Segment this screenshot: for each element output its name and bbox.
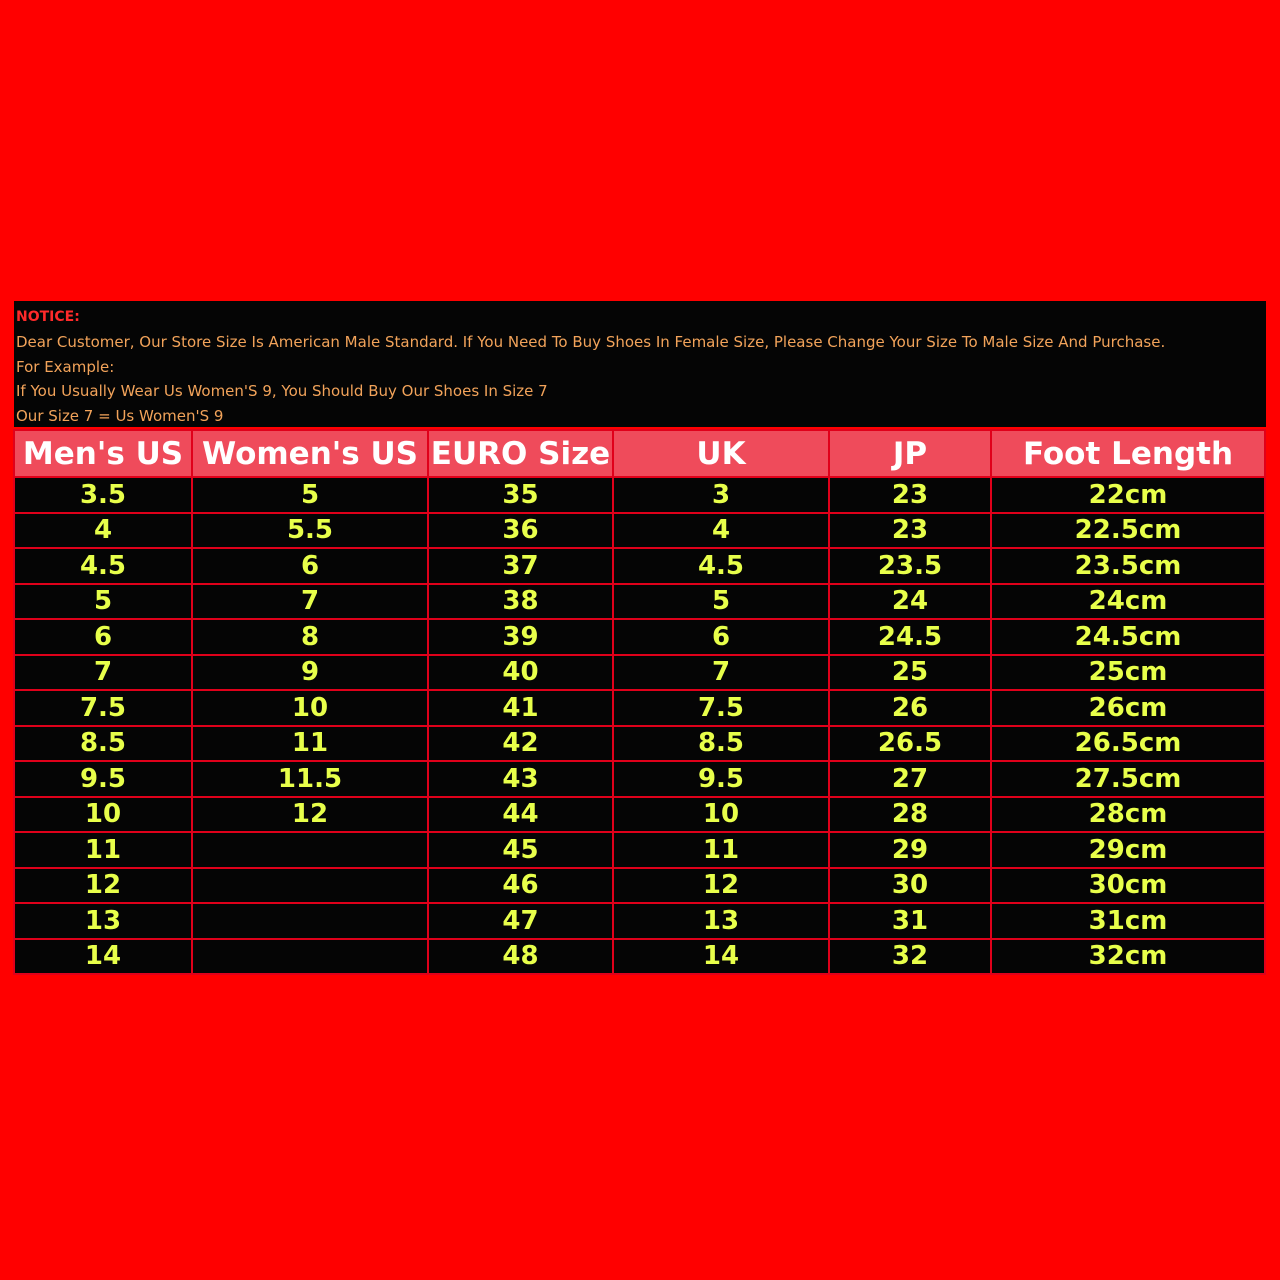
cell-mens-us: 7.5 xyxy=(15,691,191,725)
cell-womens-us: 6 xyxy=(193,549,427,583)
cell-uk: 9.5 xyxy=(614,762,828,796)
cell-uk: 7 xyxy=(614,656,828,690)
cell-womens-us: 5 xyxy=(193,478,427,512)
cell-womens-us xyxy=(193,940,427,974)
cell-euro-size: 47 xyxy=(429,904,612,938)
cell-jp: 29 xyxy=(830,833,990,867)
cell-uk: 7.5 xyxy=(614,691,828,725)
table-row xyxy=(15,904,1264,938)
table-row xyxy=(15,691,1264,725)
cell-foot-length: 27.5cm xyxy=(992,762,1264,796)
cell-euro-size: 48 xyxy=(429,940,612,974)
cell-euro-size: 37 xyxy=(429,549,612,583)
cell-jp: 23 xyxy=(830,478,990,512)
header-uk: UK xyxy=(614,431,828,476)
cell-womens-us xyxy=(193,869,427,903)
cell-womens-us: 9 xyxy=(193,656,427,690)
cell-mens-us: 4 xyxy=(15,514,191,548)
cell-uk: 11 xyxy=(614,833,828,867)
cell-foot-length: 24.5cm xyxy=(992,620,1264,654)
cell-euro-size: 36 xyxy=(429,514,612,548)
cell-foot-length: 26.5cm xyxy=(992,727,1264,761)
table-row xyxy=(15,762,1264,796)
cell-uk: 8.5 xyxy=(614,727,828,761)
cell-jp: 25 xyxy=(830,656,990,690)
cell-euro-size: 46 xyxy=(429,869,612,903)
cell-jp: 24.5 xyxy=(830,620,990,654)
cell-jp: 23.5 xyxy=(830,549,990,583)
cell-jp: 26 xyxy=(830,691,990,725)
cell-foot-length: 32cm xyxy=(992,940,1264,974)
header-womens-us: Women's US xyxy=(193,431,427,476)
cell-jp: 32 xyxy=(830,940,990,974)
cell-mens-us: 14 xyxy=(15,940,191,974)
header-euro-size: EURO Size xyxy=(429,431,612,476)
notice-line: If You Usually Wear Us Women'S 9, You Should Buy Our Shoes In Size 7 xyxy=(16,382,548,401)
cell-euro-size: 44 xyxy=(429,798,612,832)
cell-mens-us: 11 xyxy=(15,833,191,867)
table-row xyxy=(15,833,1264,867)
cell-euro-size: 41 xyxy=(429,691,612,725)
cell-uk: 3 xyxy=(614,478,828,512)
table-row xyxy=(15,940,1264,974)
table-row xyxy=(15,656,1264,690)
header-mens-us: Men's US xyxy=(15,431,191,476)
cell-womens-us xyxy=(193,833,427,867)
cell-womens-us: 12 xyxy=(193,798,427,832)
cell-euro-size: 35 xyxy=(429,478,612,512)
cell-jp: 27 xyxy=(830,762,990,796)
cell-foot-length: 22.5cm xyxy=(992,514,1264,548)
cell-jp: 30 xyxy=(830,869,990,903)
cell-foot-length: 22cm xyxy=(992,478,1264,512)
cell-womens-us: 11 xyxy=(193,727,427,761)
cell-euro-size: 42 xyxy=(429,727,612,761)
notice-line: For Example: xyxy=(16,357,115,376)
cell-womens-us: 11.5 xyxy=(193,762,427,796)
table-row xyxy=(15,514,1264,548)
cell-womens-us: 8 xyxy=(193,620,427,654)
cell-jp: 28 xyxy=(830,798,990,832)
cell-euro-size: 43 xyxy=(429,762,612,796)
cell-uk: 10 xyxy=(614,798,828,832)
notice-line: Dear Customer, Our Store Size Is American Male Standard. If You Need To Buy Shoes In Female Size, Please Change Your Size To Male Size And Purchase. xyxy=(16,332,1166,351)
cell-womens-us xyxy=(193,904,427,938)
cell-mens-us: 5 xyxy=(15,585,191,619)
cell-euro-size: 40 xyxy=(429,656,612,690)
cell-foot-length: 24cm xyxy=(992,585,1264,619)
table-row xyxy=(15,585,1264,619)
header-foot-length: Foot Length xyxy=(992,431,1264,476)
cell-uk: 5 xyxy=(614,585,828,619)
cell-jp: 26.5 xyxy=(830,727,990,761)
cell-uk: 4 xyxy=(614,514,828,548)
cell-womens-us: 5.5 xyxy=(193,514,427,548)
table-row xyxy=(15,869,1264,903)
cell-euro-size: 45 xyxy=(429,833,612,867)
header-row xyxy=(15,431,1264,476)
cell-euro-size: 39 xyxy=(429,620,612,654)
cell-foot-length: 31cm xyxy=(992,904,1264,938)
cell-foot-length: 29cm xyxy=(992,833,1264,867)
cell-mens-us: 3.5 xyxy=(15,478,191,512)
cell-jp: 24 xyxy=(830,585,990,619)
size-rows xyxy=(15,478,1264,973)
table-row xyxy=(15,478,1264,512)
notice-box xyxy=(14,301,1266,427)
cell-uk: 14 xyxy=(614,940,828,974)
cell-mens-us: 7 xyxy=(15,656,191,690)
cell-womens-us: 10 xyxy=(193,691,427,725)
notice-line: Our Size 7 = Us Women'S 9 xyxy=(16,407,224,426)
notice-title: NOTICE: xyxy=(16,309,80,325)
cell-uk: 13 xyxy=(614,904,828,938)
cell-mens-us: 13 xyxy=(15,904,191,938)
cell-foot-length: 26cm xyxy=(992,691,1264,725)
cell-uk: 12 xyxy=(614,869,828,903)
header-jp: JP xyxy=(830,431,990,476)
cell-jp: 23 xyxy=(830,514,990,548)
cell-mens-us: 10 xyxy=(15,798,191,832)
table-row xyxy=(15,798,1264,832)
cell-mens-us: 4.5 xyxy=(15,549,191,583)
cell-foot-length: 28cm xyxy=(992,798,1264,832)
cell-mens-us: 8.5 xyxy=(15,727,191,761)
cell-euro-size: 38 xyxy=(429,585,612,619)
cell-mens-us: 6 xyxy=(15,620,191,654)
table-row xyxy=(15,620,1264,654)
cell-womens-us: 7 xyxy=(193,585,427,619)
table-row xyxy=(15,727,1264,761)
cell-foot-length: 25cm xyxy=(992,656,1264,690)
cell-mens-us: 9.5 xyxy=(15,762,191,796)
cell-uk: 4.5 xyxy=(614,549,828,583)
cell-foot-length: 23.5cm xyxy=(992,549,1264,583)
size-chart-table xyxy=(13,429,1266,975)
table-row xyxy=(15,549,1264,583)
cell-uk: 6 xyxy=(614,620,828,654)
cell-mens-us: 12 xyxy=(15,869,191,903)
cell-foot-length: 30cm xyxy=(992,869,1264,903)
cell-jp: 31 xyxy=(830,904,990,938)
